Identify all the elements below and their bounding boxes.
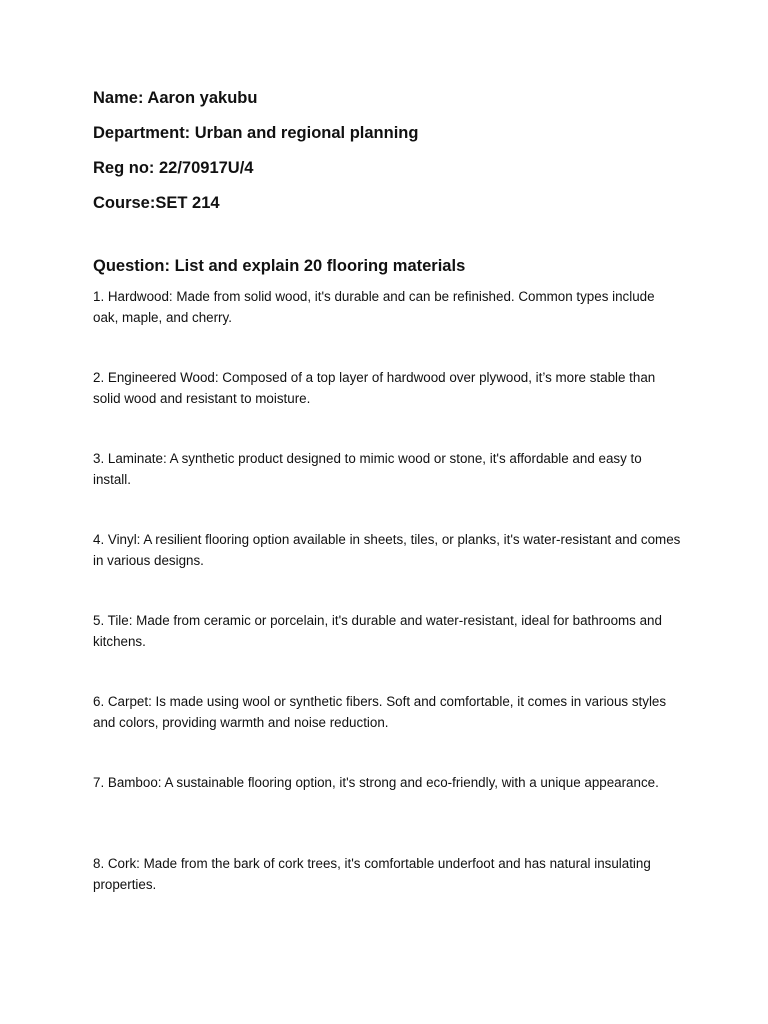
department-line: Department: Urban and regional planning	[93, 124, 419, 142]
registration-number: Reg no: 22/70917U/4	[93, 159, 254, 177]
list-item-engineered-wood: 2. Engineered Wood: Composed of a top layer of hardwood over plywood, it’s more stable than solid wood and resistant to moisture.	[93, 370, 656, 406]
list-item-carpet: 6. Carpet: Is made using wool or synthetic fibers. Soft and comfortable, it comes in various styles and colors, providing warmth and noise reduction.	[93, 694, 667, 730]
question-heading: Question: List and explain 20 flooring materials	[93, 257, 466, 275]
student-name: Name: Aaron yakubu	[93, 89, 258, 107]
list-item-tile: 5. Tile: Made from ceramic or porcelain, it's durable and water-resistant, ideal for bathrooms and kitchens.	[93, 613, 662, 649]
list-item-vinyl: 4. Vinyl: A resilient flooring option available in sheets, tiles, or planks, it's water-resistant and comes in various designs.	[93, 532, 681, 568]
list-item-laminate: 3. Laminate: A synthetic product designed to mimic wood or stone, it's affordable and easy to install.	[93, 451, 642, 487]
list-item-cork: 8. Cork: Made from the bark of cork trees, it's comfortable underfoot and has natural insulating properties.	[93, 856, 651, 892]
flooring-materials-list	[93, 287, 683, 895]
document-content	[93, 86, 683, 935]
course-line: Course:SET 214	[93, 194, 220, 212]
list-item-hardwood: 1. Hardwood: Made from solid wood, it's durable and can be refinished. Common types include oak, maple, and cherry.	[93, 289, 655, 325]
list-item-bamboo: 7. Bamboo: A sustainable flooring option, it's strong and eco-friendly, with a unique appearance.	[93, 775, 659, 790]
